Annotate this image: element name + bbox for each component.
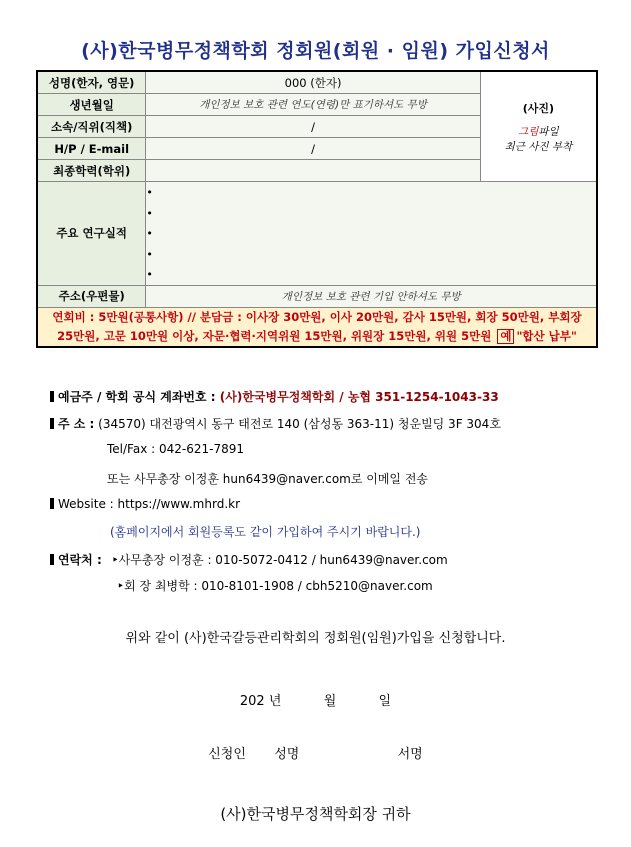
education-field[interactable]	[146, 160, 480, 182]
name-field[interactable]: 000 (한자)	[146, 71, 480, 94]
photo-file-rest: 파일	[538, 125, 559, 138]
applicant-label: 신청인	[208, 747, 246, 762]
research-label: 주요 연구실적	[37, 182, 146, 286]
address-info	[50, 415, 501, 432]
contact-field[interactable]: /	[146, 138, 480, 160]
date-line	[0, 690, 631, 709]
name-sign-label: 성명	[274, 747, 300, 762]
address-prefix: 주 소 :	[58, 417, 95, 431]
birth-field[interactable]: 개인정보 보호 관련 연도(연령)만 표기하셔도 무방	[146, 94, 480, 116]
website-link[interactable]: Website : https://www.mhrd.kr	[58, 497, 241, 511]
address-value: (34570) 대전광역시 동구 태전로 140 (삼성동 363-11) 청운빌딩 3F 304호	[98, 417, 501, 431]
deposit-prefix: 예금주 / 학회 공식 계좌번호 :	[58, 390, 216, 404]
page-title: (사)한국병무정책학회 정회원(회원 · 임원) 가입신청서	[81, 40, 550, 62]
birth-label: 생년월일	[37, 94, 146, 116]
photo-title: (사진)	[522, 101, 555, 115]
education-label: 최종학력(학위)	[37, 160, 146, 182]
contact-prefix: 연락처 :	[58, 553, 102, 567]
website-info	[50, 497, 240, 511]
name-label: 성명(한자, 영문)	[37, 71, 146, 94]
affiliation-label: 소속/직위(직책)	[37, 116, 146, 138]
photo-file-red: 그림	[518, 125, 539, 138]
signature-line	[0, 743, 631, 762]
fee-example-box: 예	[497, 329, 514, 344]
research-item	[146, 182, 596, 203]
contact-president: ‣회 장 최병학 : 010-8101-1908 / cbh5210@naver.com	[117, 579, 433, 593]
email-note: 또는 사무총장 이정훈 hun6439@naver.com로 이메일 전송	[107, 472, 429, 486]
contact-secretary: ‣사무총장 이정훈 : 010-5072-0412 / hun6439@naver.com	[111, 553, 448, 567]
contact-info	[50, 551, 448, 568]
date-month: 월	[323, 694, 337, 709]
statement: 위와 같이 (사)한국갈등관리학회의 정회원(임원)가입을 신청합니다.	[125, 631, 506, 646]
date-year: 202 년	[239, 694, 282, 709]
date-day: 일	[378, 694, 392, 709]
fee-total-note: "합산 납부"	[516, 328, 577, 343]
research-item	[146, 264, 596, 285]
addressee: (사)한국병무정책학회장 귀하	[220, 805, 411, 823]
fee-line-2: 25만원, 고문 10만원 이상, 자문·협력·지역위원 15만원, 위원장 15만원, 위원 5만원	[57, 328, 492, 343]
bullet-bar-icon	[50, 554, 54, 565]
application-form-table	[36, 70, 598, 348]
website-note: (홈페이지에서 회원등록도 같이 가입하여 주시기 바랍니다.)	[110, 525, 421, 539]
research-item	[146, 244, 596, 265]
tel-fax: Tel/Fax : 042-621-7891	[107, 442, 244, 456]
address-label: 주소(우편물)	[37, 285, 146, 307]
deposit-info	[50, 388, 499, 405]
affiliation-field[interactable]: /	[146, 116, 480, 138]
bullet-bar-icon	[50, 498, 54, 509]
sign-label: 서명	[397, 747, 423, 762]
bullet-bar-icon	[50, 418, 54, 429]
bullet-bar-icon	[50, 391, 54, 402]
research-field[interactable]	[146, 182, 597, 286]
photo-note: 최근 사진 부착	[504, 140, 573, 153]
fee-notice	[37, 307, 597, 347]
fee-line-1: 연회비 : 5만원(공통사항) // 분담금 : 이사장 30만원, 이사 20만원, 감사 15만원, 회장 50만원, 부회장	[52, 309, 582, 324]
address-field[interactable]: 개인정보 보호 관련 기입 안하셔도 무방	[146, 285, 597, 307]
research-item	[146, 203, 596, 224]
deposit-account: (사)한국병무정책학회 / 농협 351-1254-1043-33	[219, 390, 499, 404]
research-item	[146, 223, 596, 244]
contact-label: H/P / E-mail	[37, 138, 146, 160]
photo-area[interactable]	[480, 71, 597, 182]
